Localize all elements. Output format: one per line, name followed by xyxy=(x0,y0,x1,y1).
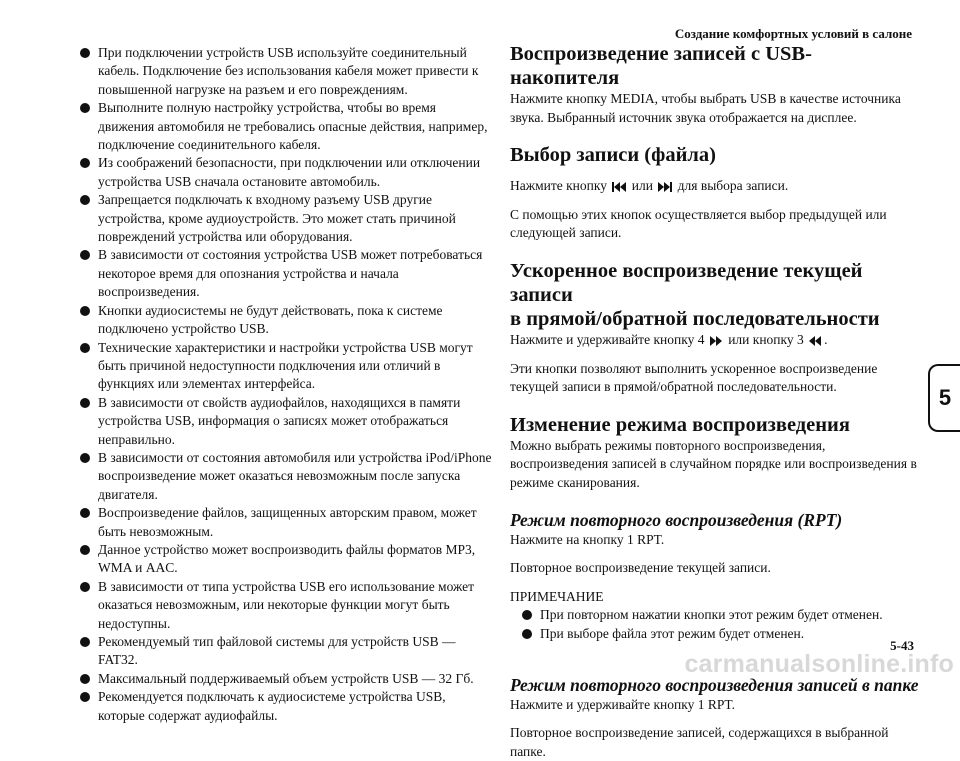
list-item: При подключении устройств USB используйте соединительный кабель. Подключение без использования кабеля может привести к повышенной нагрузке на разъем и его повреждениям. xyxy=(80,44,492,99)
folder-repeat-text: Нажмите и удерживайте кнопку 1 RPT. xyxy=(510,696,735,712)
bullet-icon xyxy=(80,508,90,518)
fast-forward-icon xyxy=(710,336,723,346)
bullet-icon xyxy=(80,343,90,353)
track-select-text: Нажмите кнопку или для выбора записи. xyxy=(510,178,789,194)
list-item: Технические характеристики и настройки устройства USB могут быть причиной недоступности подключения или отличий в функциях или элементах интерфейса. xyxy=(80,339,492,394)
play-mode-heading: Изменение режима воспроизведения xyxy=(510,413,850,436)
usb-playback-heading: Воспроизведение записей с USB-накопителя xyxy=(510,43,812,89)
list-item: Максимальный поддерживаемый объем устройств USB — 32 Гб. xyxy=(80,670,492,688)
bullet-icon xyxy=(80,637,90,647)
list-item: В зависимости от состояния автомобиля или устройства iPod/iPhone воспроизведение может оказаться невозможным после запуска двигателя. xyxy=(80,449,492,504)
folder-repeat-description: Повторное воспроизведение записей, содержащихся в выбранной папке. xyxy=(510,725,889,759)
note-label: ПРИМЕЧАНИЕ xyxy=(510,588,604,604)
bullet-icon xyxy=(80,158,90,168)
list-item: В зависимости от типа устройства USB его использование может оказаться невозможным, или некоторые функции могут быть недоступны. xyxy=(80,578,492,633)
chapter-tab: 5 xyxy=(928,364,960,432)
bullet-icon xyxy=(80,103,90,113)
page-number: 5-43 xyxy=(890,638,914,653)
bullet-icon xyxy=(522,610,532,620)
track-select-heading: Выбор записи (файла) xyxy=(510,144,716,167)
usb-playback-text: Нажмите кнопку MEDIA, чтобы выбрать USB в качестве источника звука. Выбранный источник звука отображается на дисплее. xyxy=(510,91,901,125)
list-item: Воспроизведение файлов, защищенных авторским правом, может быть невозможным. xyxy=(80,504,492,541)
track-select-description: С помощью этих кнопок осуществляется выбор предыдущей или следующей записи. xyxy=(510,206,887,241)
list-item: Запрещается подключать к входному разъему USB другие устройства, кроме аудиоустройств. Это может стать причиной повреждений устройства или оборудования. xyxy=(80,191,492,246)
list-item: Данное устройство может воспроизводить файлы форматов MP3, WMA и AAC. xyxy=(80,541,492,578)
note-list xyxy=(510,606,920,643)
bullet-icon xyxy=(80,250,90,260)
bullet-icon xyxy=(80,453,90,463)
list-item: При выборе файла этот режим будет отменен. xyxy=(522,625,920,644)
fast-play-heading-line1: Ускоренное воспроизведение текущей записи xyxy=(510,259,863,306)
list-item: Из соображений безопасности, при подключении или отключении устройства USB сначала остановите автомобиль. xyxy=(80,154,492,191)
bullet-icon xyxy=(80,398,90,408)
play-mode-text: Можно выбрать режимы повторного воспроизведения, воспроизведения записей в случайном порядке или воспроизведения в режиме сканирования. xyxy=(510,437,917,490)
bullet-icon xyxy=(80,306,90,316)
bullet-icon xyxy=(80,545,90,555)
skip-previous-icon xyxy=(612,182,626,192)
fast-play-text: Нажмите и удерживайте кнопку 4 или кнопку 3 . xyxy=(510,331,828,347)
repeat-mode-description: Повторное воспроизведение текущей записи. xyxy=(510,560,771,576)
list-item: Рекомендуемый тип файловой системы для устройств USB — FAT32. xyxy=(80,633,492,670)
fast-play-heading-line2: в прямой/обратной последовательности xyxy=(510,307,880,330)
skip-next-icon xyxy=(658,182,672,192)
bullet-icon xyxy=(80,48,90,58)
list-item: В зависимости от свойств аудиофайлов, находящихся в памяти устройства USB, информация о записях может отображаться неправильно. xyxy=(80,394,492,449)
bullet-icon xyxy=(80,195,90,205)
bullet-icon xyxy=(522,629,532,639)
repeat-mode-text: Нажмите на кнопку 1 RPT. xyxy=(510,531,665,547)
list-item: Кнопки аудиосистемы не будут действовать, пока к системе подключено устройство USB. xyxy=(80,302,492,339)
rewind-icon xyxy=(809,336,822,346)
bullet-icon xyxy=(80,582,90,592)
watermark: carmanualsonline.info xyxy=(684,650,954,678)
usb-precautions-list xyxy=(80,44,492,725)
folder-repeat-heading: Режим повторного воспроизведения записей в папке xyxy=(510,674,919,695)
fast-play-description: Эти кнопки позволяют выполнить ускоренное воспроизведение текущей записи в прямой/обратной последовательности. xyxy=(510,360,878,395)
list-item: В зависимости от состояния устройства USB может потребоваться некоторое время для опознания устройства и начала воспроизведения. xyxy=(80,246,492,301)
section-header: Создание комфортных условий в салоне xyxy=(674,26,912,41)
bullet-icon xyxy=(80,692,90,702)
repeat-mode-heading: Режим повторного воспроизведения (RPT) xyxy=(510,509,843,530)
list-item: При повторном нажатии кнопки этот режим будет отменен. xyxy=(522,606,920,625)
list-item: Рекомендуется подключать к аудиосистеме устройства USB, которые содержат аудиофайлы. xyxy=(80,688,492,725)
list-item: Выполните полную настройку устройства, чтобы во время движения автомобиля не требовались опасные действия, например, подключение соединительного кабеля. xyxy=(80,99,492,154)
